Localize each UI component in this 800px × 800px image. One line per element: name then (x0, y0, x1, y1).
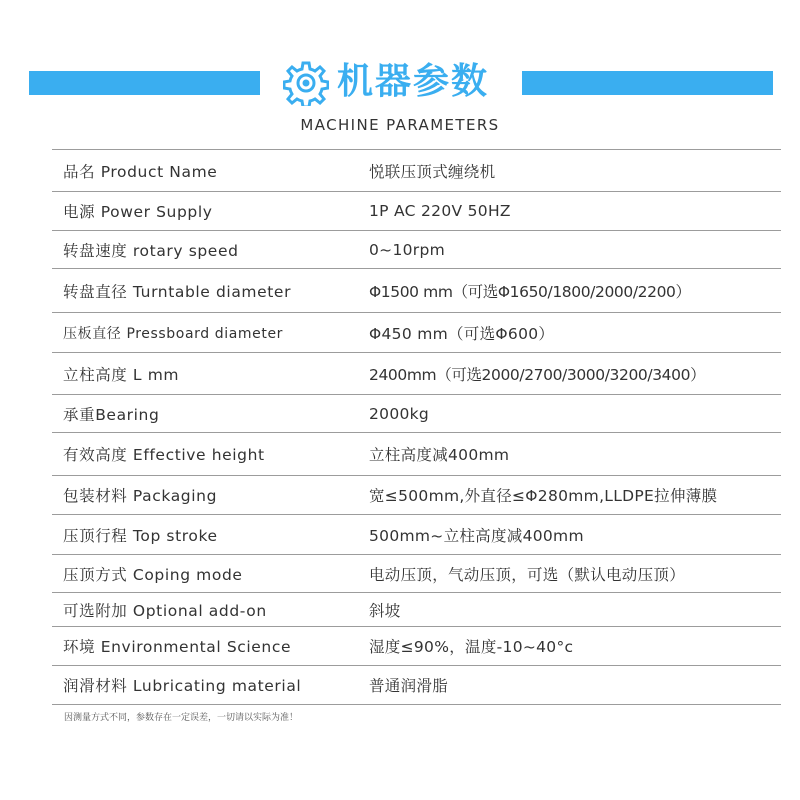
table-row (52, 555, 781, 593)
param-label: 压顶行程 Top stroke (52, 515, 358, 555)
param-value: Φ450 mm（可选Φ600） (358, 313, 781, 353)
param-value: 0~10rpm (358, 231, 781, 269)
param-label: 压顶方式 Coping mode (52, 555, 358, 593)
param-label: 包装材料 Packaging (52, 476, 358, 515)
table-row (52, 231, 781, 269)
param-label: 压板直径 Pressboard diameter (52, 313, 358, 353)
table-row (52, 593, 781, 627)
table-row (52, 150, 781, 192)
table-row (52, 269, 781, 313)
param-label: 立柱高度 L mm (52, 353, 358, 395)
gear-icon (283, 60, 329, 106)
param-value: 斜坡 (358, 593, 781, 627)
table-row (52, 666, 781, 705)
param-value: 宽≤500mm,外直径≤Φ280mm,LLDPE拉伸薄膜 (358, 476, 781, 515)
param-value: 湿度≤90%，温度-10~40°c (358, 627, 781, 666)
table-row (52, 353, 781, 395)
left-accent-bar (29, 71, 260, 95)
param-label: 品名 Product Name (52, 150, 358, 192)
param-label: 润滑材料 Lubricating material (52, 666, 358, 705)
table-row (52, 395, 781, 433)
param-value: 500mm~立柱高度减400mm (358, 515, 781, 555)
page-title: 机器参数 (337, 61, 490, 102)
param-label: 可选附加 Optional add-on (52, 593, 358, 627)
param-label: 转盘直径 Turntable diameter (52, 269, 358, 313)
param-label: 环境 Environmental Science (52, 627, 358, 666)
table-row (52, 433, 781, 476)
param-value: 电动压顶，气动压顶，可选（默认电动压顶） (358, 555, 781, 593)
table-row (52, 313, 781, 353)
header (0, 0, 800, 150)
table-row (52, 192, 781, 231)
param-value: 2000kg (358, 395, 781, 433)
parameters-table (52, 149, 781, 705)
table-row (52, 476, 781, 515)
page-subtitle: MACHINE PARAMETERS (300, 116, 500, 134)
right-accent-bar (522, 71, 773, 95)
table-row (52, 627, 781, 666)
param-value: 立柱高度减400mm (358, 433, 781, 476)
footnote: 因测量方式不同，参数存在一定误差，一切请以实际为准！ (64, 713, 299, 723)
param-value: 悦联压顶式缠绕机 (358, 150, 781, 192)
table-row (52, 515, 781, 555)
param-value: 2400mm（可选2000/2700/3000/3200/3400） (358, 353, 781, 395)
param-label: 电源 Power Supply (52, 192, 358, 231)
param-label: 转盘速度 rotary speed (52, 231, 358, 269)
param-value: 普通润滑脂 (358, 666, 781, 705)
param-value: Φ1500 mm（可选Φ1650/1800/2000/2200） (358, 269, 781, 313)
param-label: 有效高度 Effective height (52, 433, 358, 476)
param-value: 1P AC 220V 50HZ (358, 192, 781, 231)
param-label: 承重Bearing (52, 395, 358, 433)
